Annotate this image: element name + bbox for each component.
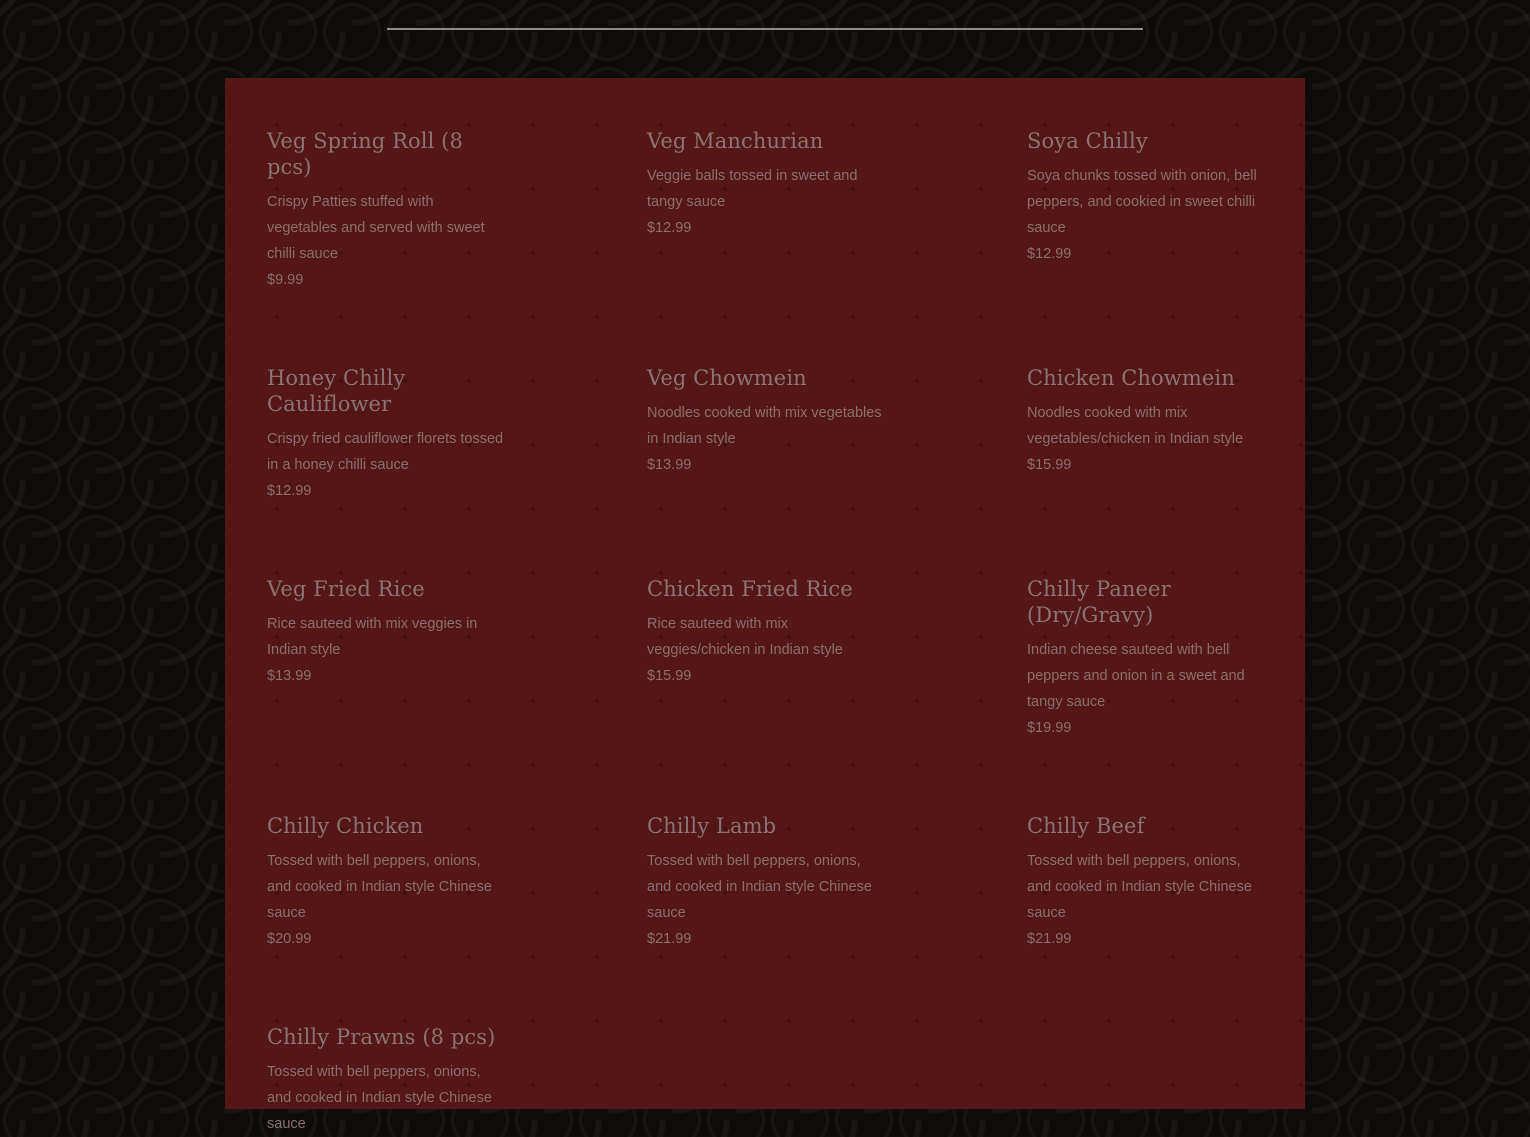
menu-item-price: $9.99 — [267, 272, 304, 288]
menu-item-name: Veg Spring Roll (8 pcs) — [267, 129, 463, 179]
menu-item-name: Chilly Paneer (Dry/Gravy) — [1027, 577, 1171, 627]
menu-item — [1027, 576, 1267, 741]
menu-item-description: Indian cheese sauteed with bell peppers and onion in a sweet and tangy sauce — [1027, 642, 1245, 710]
menu-item-description: Tossed with bell peppers, onions, and cooked in Indian style Chinese sauce — [647, 853, 872, 921]
menu-item-description: Tossed with bell peppers, onions, and cooked in Indian style Chinese sauce — [1027, 853, 1252, 921]
menu-panel — [225, 78, 1305, 1132]
menu-item-description: Rice sauteed with mix veggies in Indian style — [267, 616, 478, 658]
menu-item — [267, 365, 507, 504]
menu-item-price: $12.99 — [647, 220, 692, 236]
menu-item-name: Chilly Prawns (8 pcs) — [267, 1025, 496, 1049]
menu-item-name: Soya Chilly — [1027, 129, 1148, 153]
menu-item-name: Veg Fried Rice — [267, 577, 425, 601]
menu-item-description: Tossed with bell peppers, onions, and cooked in Indian style Chinese sauce — [267, 853, 492, 921]
menu-item-price: $21.99 — [1027, 931, 1072, 947]
menu-item-price: $13.99 — [647, 457, 692, 473]
menu-item — [267, 128, 507, 293]
menu-item-price: $20.99 — [267, 931, 312, 947]
menu-item — [647, 576, 887, 689]
menu-item-description: Veggie balls tossed in sweet and tangy sauce — [647, 168, 858, 210]
menu-item-description: Tossed with bell peppers, onions, and cooked in Indian style Chinese sauce — [267, 1064, 492, 1132]
menu-item-name: Chilly Lamb — [647, 814, 777, 838]
menu-item-price: $12.99 — [1027, 246, 1072, 262]
menu-item-name: Veg Chowmein — [647, 366, 807, 390]
menu-item-description: Crispy Patties stuffed with vegetables and served with sweet chilli sauce — [267, 194, 485, 262]
menu-item-description: Crispy fried cauliflower florets tossed in a honey chilli sauce — [267, 431, 504, 473]
menu-item-price: $21.99 — [647, 931, 692, 947]
section-divider — [387, 28, 1143, 30]
menu-item — [267, 1024, 507, 1137]
menu-item-price: $15.99 — [647, 668, 692, 684]
menu-item-price: $15.99 — [1027, 457, 1072, 473]
menu-item-price: $19.99 — [1027, 720, 1072, 736]
menu-item — [1027, 128, 1267, 267]
menu-item — [1027, 365, 1267, 478]
menu-item — [1027, 813, 1267, 952]
menu-item — [267, 813, 507, 952]
menu-item — [647, 813, 887, 952]
menu-item-name: Chilly Chicken — [267, 814, 424, 838]
menu-item-name: Chilly Beef — [1027, 814, 1145, 838]
menu-item-description: Noodles cooked with mix vegetables/chicken in Indian style — [1027, 405, 1244, 447]
menu-item-price: $12.99 — [267, 483, 312, 499]
menu-item — [267, 576, 507, 689]
menu-item-name: Chicken Fried Rice — [647, 577, 853, 601]
menu-item-price: $13.99 — [267, 668, 312, 684]
menu-item-name: Veg Manchurian — [647, 129, 824, 153]
menu-item-description: Soya chunks tossed with onion, bell peppers, and cookied in sweet chilli sauce — [1027, 168, 1257, 236]
menu-item-description: Noodles cooked with mix vegetables in Indian style — [647, 405, 882, 447]
menu-item-description: Rice sauteed with mix veggies/chicken in Indian style — [647, 616, 843, 658]
menu-item-name: Chicken Chowmein — [1027, 366, 1235, 390]
menu-item — [647, 128, 887, 241]
menu-item — [647, 365, 887, 478]
menu-item-name: Honey Chilly Cauliflower — [267, 366, 406, 416]
